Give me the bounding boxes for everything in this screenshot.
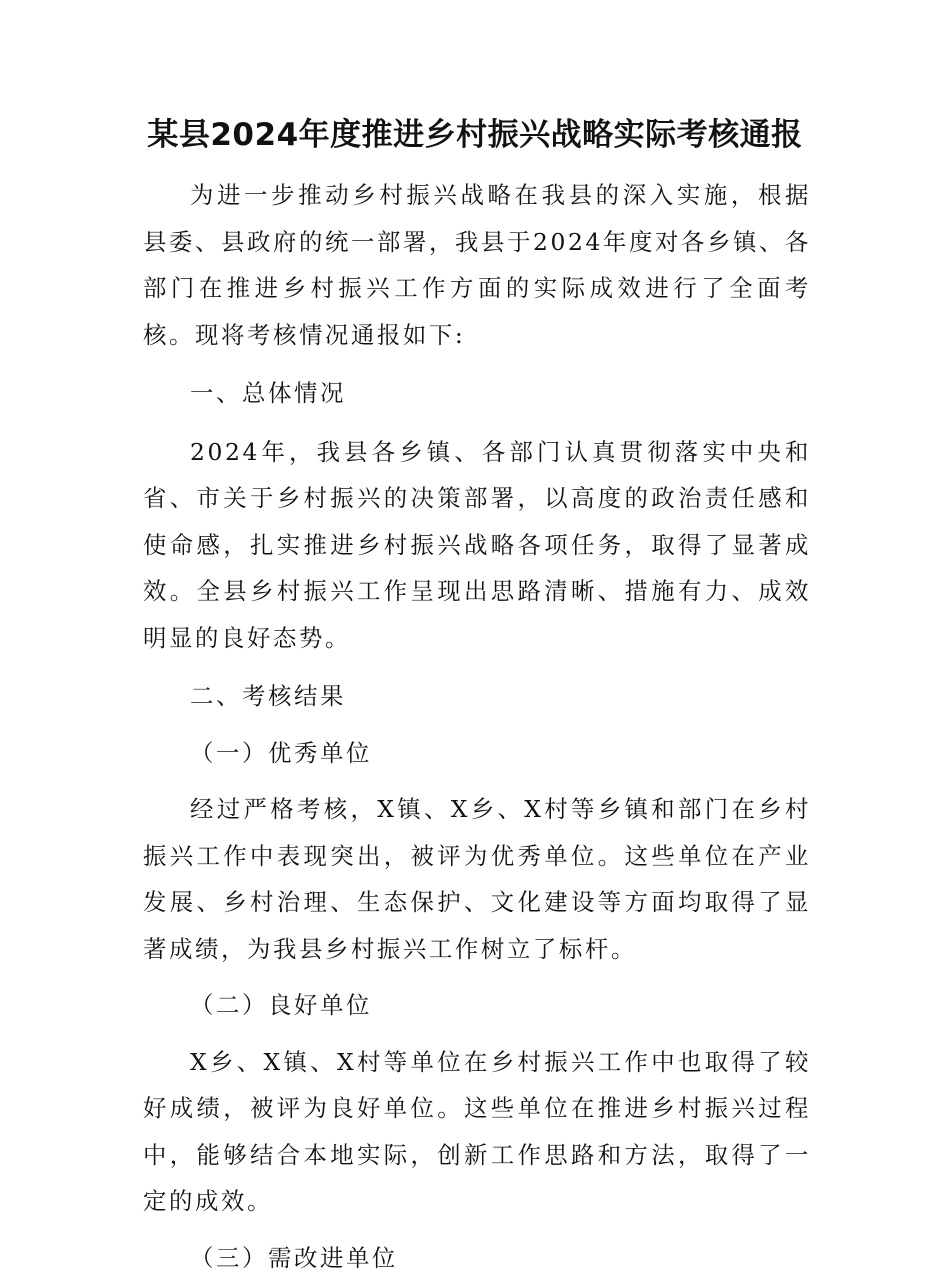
document-title: 某县2024年度推进乡村振兴战略实际考核通报 <box>0 112 950 158</box>
spacer <box>143 661 811 673</box>
section-heading-overall: 一、总体情况 <box>143 370 811 417</box>
spacer <box>143 358 811 370</box>
document-body <box>143 172 811 1281</box>
spacer <box>143 776 811 786</box>
spacer <box>143 417 811 429</box>
subheading-improvement-units: （三）需改进单位 <box>143 1235 811 1281</box>
overall-paragraph: 2024年，我县各乡镇、各部门认真贯彻落实中央和省、市关于乡村振兴的决策部署，以高度的政治责任感和使命感，扎实推进乡村振兴战略各项任务，取得了显著成效。全县乡村振兴工作呈现出思路清晰、措施有力、成效明显的良好态势。 <box>143 429 811 662</box>
spacer <box>143 1029 811 1039</box>
subheading-good-units: （二）良好单位 <box>143 982 811 1029</box>
excellent-units-paragraph: 经过严格考核，X镇、X乡、X村等乡镇和部门在乡村振兴工作中表现突出，被评为优秀单位。这些单位在产业发展、乡村治理、生态保护、文化建设等方面均取得了显著成绩，为我县乡村振兴工作树立了标杆。 <box>143 786 811 972</box>
spacer <box>143 720 811 730</box>
section-heading-results: 二、考核结果 <box>143 673 811 720</box>
spacer <box>143 972 811 982</box>
good-units-paragraph: X乡、X镇、X村等单位在乡村振兴工作中也取得了较好成绩，被评为良好单位。这些单位在推进乡村振兴过程中，能够结合本地实际，创新工作思路和方法，取得了一定的成效。 <box>143 1039 811 1225</box>
intro-paragraph: 为进一步推动乡村振兴战略在我县的深入实施，根据县委、县政府的统一部署，我县于2024年度对各乡镇、各部门在推进乡村振兴工作方面的实际成效进行了全面考核。现将考核情况通报如下: <box>143 172 811 358</box>
subheading-excellent-units: （一）优秀单位 <box>143 730 811 777</box>
